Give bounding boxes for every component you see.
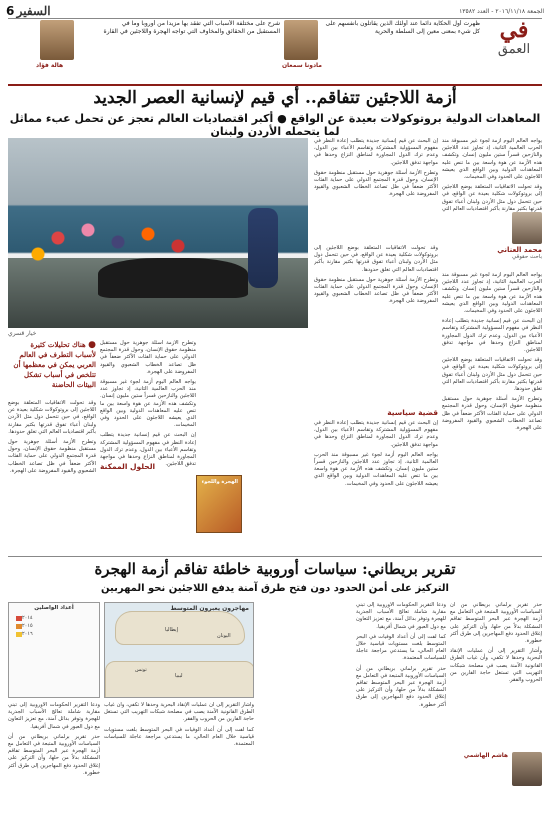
article-paragraph: يواجه العالم اليوم أزمة لجوء غير مسبوقة منذ الحرب العالمية الثانية، إذ تجاوز عدد اللاجئين والنازحين قسراً ستين مليون إنسان. وتكشف هذه الأزمة عن هوة واسعة بين ما تنص عليه المعاهدات الدولية وبين الواقع الذي يعيشه اللاجئون على الحدود وفي المخيمات.	[442, 272, 542, 315]
report-column	[356, 602, 446, 817]
report-paragraph: ودعا التقرير الحكومات الأوروبية إلى تبني مقاربة شاملة تعالج الأسباب الجذرية للهجرة وتوفر بدائل آمنة، مع تعزيز التعاون مع دول العبور في شمال أفريقيا.	[8, 702, 100, 730]
map-label: ليبيا	[175, 673, 183, 679]
article-column	[314, 420, 438, 552]
article-column	[8, 400, 96, 552]
report-author-photo	[512, 752, 542, 786]
photo-crowd	[18, 198, 218, 278]
map-europe	[115, 611, 245, 645]
map-africa	[105, 661, 254, 698]
article-paragraph: وقد تحولت الاتفاقيات المتعلقة بوضع اللاجئين إلى بروتوكولات شكلية بعيدة عن الواقع، في حين تتحمل دول مثل الأردن ولبنان أعباء تفوق قدرتها بكثير مقارنة بأكبر اقتصاديات العالم التي تغلق حدودها.	[8, 400, 96, 435]
report-subhead: التركيز على أمن الحدود دون فتح طرق آمنة يدفع اللاجئين نحو المهربين	[101, 583, 449, 594]
article-paragraph: إن البحث عن قيم إنسانية جديدة يتطلب إعادة النظر في مفهوم المسؤولية المشتركة وتقاسم الأعباء بين الدول، وعدم ترك الدول المجاورة لمناطق النزاع وحدها في مواجهة تدفق اللاجئين.	[314, 138, 438, 166]
legend-swatch	[16, 616, 22, 621]
teaser-author-photo	[40, 20, 74, 60]
map-label: تونس	[135, 667, 147, 673]
legend-label: ٢٠١٥	[22, 623, 33, 629]
article-column	[100, 340, 196, 552]
article-column	[442, 272, 542, 552]
report-column	[104, 702, 254, 817]
report-headline: تقرير بريطاني: سياسات أوروبية خاطئة تفاقم أزمة الهجرة	[94, 560, 456, 578]
report-paragraph: حذر تقرير برلماني بريطاني من أن السياسات الأوروبية المتبعة في التعامل مع أزمة الهجرة عبر البحر المتوسط تفاقم المشكلة بدلاً من حلها، وأن التركيز على إغلاق الحدود دفع المهاجرين إلى طرق أكثر خطورة.	[450, 602, 542, 645]
article-paragraph: وتطرح الأزمة أسئلة جوهرية حول مستقبل منظومة حقوق الإنسان، وحول قدرة المجتمع الدولي على حماية الفئات الأكثر ضعفاً في ظل تصاعد الخطاب الشعبوي والقيود المفروضة على الهجرة.	[442, 396, 542, 432]
legend-item	[9, 623, 99, 629]
refugees-photo	[8, 138, 308, 328]
legend-item	[9, 631, 99, 637]
section-label	[486, 18, 542, 82]
report-paragraph: حذر تقرير برلماني بريطاني من أن السياسات الأوروبية المتبعة في التعامل مع أزمة الهجرة عبر البحر المتوسط تفاقم المشكلة بدلاً من حلها، وأن التركيز على إغلاق الحدود دفع المهاجرين إلى طرق أكثر خطورة.	[8, 733, 100, 776]
article-paragraph: وتطرح الأزمة أسئلة جوهرية حول مستقبل منظومة حقوق الإنسان، وحول قدرة المجتمع الدولي على حماية الفئات الأكثر ضعفاً في ظل تصاعد الخطاب الشعبوي والقيود المفروضة على الهجرة.	[100, 340, 196, 375]
arrivals-legend	[8, 602, 100, 698]
legend-label: ٢٠١٤	[22, 615, 33, 621]
main-subhead: المعاهدات الدولية بروتوكولات بعيدة عن الواقع ● أكبر اقتصاديات العالم تعجز عن تحمل عبء مماثل لما يتحمله الأردن ولبنان	[9, 112, 541, 138]
teaser-author-photo	[284, 20, 318, 60]
article-paragraph: وقد تحولت الاتفاقيات المتعلقة بوضع اللاجئين إلى بروتوكولات شكلية بعيدة عن الواقع، في حين تتحمل دول مثل الأردن ولبنان أعباء تفوق قدرتها بكثير مقارنة بأكبر اقتصاديات العالم التي	[442, 184, 542, 212]
article-column	[314, 138, 438, 238]
masthead-rule	[8, 18, 542, 19]
report-paragraph: حذر تقرير برلماني بريطاني من أن السياسات الأوروبية المتبعة في التعامل مع أزمة الهجرة عبر البحر المتوسط تفاقم المشكلة بدلاً من حلها، وأن التركيز على إغلاق الحدود دفع المهاجرين إلى طرق أكثر خطورة.	[356, 665, 446, 708]
map-title: مهاجرون يعبرون المتوسط	[170, 605, 249, 612]
article-paragraph: وتطرح الأزمة أسئلة جوهرية حول مستقبل منظومة حقوق الإنسان، وحول قدرة المجتمع الدولي على حماية الفئات الأكثر ضعفاً في ظل تصاعد الخطاب الشعبوي والقيود المفروضة على الهجرة.	[314, 169, 438, 198]
article-paragraph: يواجه العالم اليوم أزمة لجوء غير مسبوقة منذ الحرب العالمية الثانية، إذ تجاوز عدد اللاجئين والنازحين قسراً ستين مليون إنسان. وتكشف هذه الأزمة عن هوة واسعة بين ما تنص عليه المعاهدات الدولية وبين الواقع الذي يعيشه اللاجئون على الحدود وفي المخيمات.	[314, 451, 438, 487]
article-paragraph: إن البحث عن قيم إنسانية جديدة يتطلب إعادة النظر في مفهوم المسؤولية المشتركة وتقاسم الأعباء بين الدول، وعدم ترك الدول المجاورة لمناطق النزاع وحدها في مواجهة تدفق اللاجئين.	[100, 432, 196, 468]
legend-label: ٢٠١٦	[22, 631, 33, 637]
article-paragraph: إن البحث عن قيم إنسانية جديدة يتطلب إعادة النظر في مفهوم المسؤولية المشتركة وتقاسم الأعباء بين الدول، وعدم ترك الدول المجاورة لمناطق النزاع وحدها في مواجهة تدفق اللاجئين.	[442, 318, 542, 354]
author-card	[456, 242, 542, 270]
subsection-heading: قضية سياسية	[387, 408, 438, 417]
teaser-author-name: هالة فؤاد	[36, 62, 64, 69]
teaser-text: ظهرت أول الحكاية دائماً عند أولئك الذين يقاتلون بأنفسهم على كل شيء بمعنى معين إلى السلطة والحرية	[325, 20, 480, 35]
photo-figure	[248, 208, 278, 288]
legend-swatch	[16, 624, 22, 629]
photo-caption: خيار قسري	[8, 330, 37, 337]
pull-quote-text: هناك تحليلات كثيرة لأسباب التطرف في العالم العربي يمكن في معظمها أن تتلخص في أسباب تشكل البيئات الحاضنة	[13, 340, 96, 389]
map-label: إيطاليا	[165, 627, 178, 633]
issue-line: الجمعة ٢٠١٦/١١/١٨ - العدد ١٣٥٨٢	[459, 7, 544, 15]
report-paragraph: وأشار التقرير إلى أن عمليات الإنقاذ البحرية وحدها لا تكفي، وأن غياب الطرق القانونية الآمنة يصب في مصلحة شبكات التهريب التي تستغل حاجة الفارين من الحروب والفقر.	[450, 648, 542, 684]
report-paragraph: كما لفت إلى أن أعداد الوفيات في البحر المتوسط بلغت مستويات قياسية خلال العام الحالي، ما يستدعي مراجعة عاجلة للسياسات المعتمدة.	[356, 633, 446, 662]
book-title: الهجرة واللجوء	[201, 479, 238, 485]
migration-map	[104, 602, 254, 698]
book-cover-inset	[196, 475, 242, 533]
article-column	[314, 245, 438, 405]
article-paragraph: وتطرح الأزمة أسئلة جوهرية حول مستقبل منظومة حقوق الإنسان، وحول قدرة المجتمع الدولي على حماية الفئات الأكثر ضعفاً في ظل تصاعد الخطاب الشعبوي والقيود المفروضة على الهجرة.	[314, 276, 438, 305]
masthead	[6, 4, 544, 18]
legend-swatch	[16, 632, 22, 637]
article-paragraph: يواجه العالم اليوم أزمة لجوء غير مسبوقة منذ الحرب العالمية الثانية، إذ تجاوز عدد اللاجئين والنازحين قسراً ستين مليون إنسان. وتكشف هذه الأزمة عن هوة واسعة بين ما تنص عليه المعاهدات الدولية وبين الواقع الذي يعيشه اللاجئون على الحدود وفي المخيمات.	[442, 138, 542, 181]
report-author-name: هاشم الهاشمي	[463, 753, 508, 759]
page-number: 6	[6, 4, 15, 18]
map-label: اليونان	[217, 633, 231, 639]
article-paragraph: وقد تحولت الاتفاقيات المتعلقة بوضع اللاجئين إلى بروتوكولات شكلية بعيدة عن الواقع، في حين تتحمل دول مثل الأردن ولبنان أعباء تفوق قدرتها بكثير مقارنة بأكبر اقتصاديات العالم التي تغلق حدودها.	[314, 245, 438, 273]
section-rule	[8, 556, 542, 557]
teaser-text: شرح على مختلفة الأسباب التي تفقد بها مزيداً من أوروبا وما في المستقبل من الحقائق والمخاوف التي تواجه الهجرة واللاجئين في القارة	[103, 20, 280, 35]
report-paragraph: وأشار التقرير إلى أن عمليات الإنقاذ البحرية وحدها لا تكفي، وأن غياب الطرق القانونية الآمنة يصب في مصلحة شبكات التهريب التي تستغل حاجة الفارين من الحروب والفقر.	[104, 702, 254, 723]
section-title: في	[499, 17, 529, 43]
author-photo	[512, 212, 542, 244]
author-name: محمد العناني	[497, 246, 542, 254]
teaser-author-name: مادونا سمعان	[281, 62, 322, 69]
paper-name: السفير	[16, 4, 51, 18]
article-paragraph: يواجه العالم اليوم أزمة لجوء غير مسبوقة منذ الحرب العالمية الثانية، إذ تجاوز عدد اللاجئين والنازحين قسراً ستين مليون إنسان. وتكشف هذه الأزمة عن هوة واسعة بين ما تنص عليه المعاهدات الدولية وبين الواقع الذي يعيشه اللاجئون على الحدود وفي المخيمات.	[100, 379, 196, 429]
article-paragraph: إن البحث عن قيم إنسانية جديدة يتطلب إعادة النظر في مفهوم المسؤولية المشتركة وتقاسم الأعباء بين الدول، وعدم ترك الدول المجاورة لمناطق النزاع وحدها في مواجهة تدفق اللاجئين.	[314, 420, 438, 448]
article-paragraph: وقد تحولت الاتفاقيات المتعلقة بوضع اللاجئين إلى بروتوكولات شكلية بعيدة عن الواقع، في حين تتحمل دول مثل الأردن ولبنان أعباء تفوق قدرتها بكثير مقارنة بأكبر اقتصاديات العالم التي تغلق حدودها.	[442, 357, 542, 393]
author-role: باحث حقوقي	[512, 254, 542, 260]
section-subtitle: العمق	[497, 42, 531, 57]
subsection-heading: الحلول الممكنة	[100, 462, 156, 471]
report-paragraph: ودعا التقرير الحكومات الأوروبية إلى تبني مقاربة شاملة تعالج الأسباب الجذرية للهجرة وتوفر بدائل آمنة، مع تعزيز التعاون مع دول العبور في شمال أفريقيا.	[356, 602, 446, 630]
legend-item	[9, 615, 99, 621]
pull-quote	[8, 340, 96, 392]
report-column	[450, 602, 542, 747]
quote-icon: ●	[88, 340, 96, 350]
legend-title: أعداد الواصلين	[34, 605, 74, 611]
report-paragraph: كما لفت إلى أن أعداد الوفيات في البحر المتوسط بلغت مستويات قياسية خلال العام الحالي، ما يستدعي مراجعة عاجلة للسياسات المعتمدة.	[104, 726, 254, 748]
header-rule	[8, 84, 542, 86]
article-paragraph: وتطرح الأزمة أسئلة جوهرية حول مستقبل منظومة حقوق الإنسان، وحول قدرة المجتمع الدولي على حماية الفئات الأكثر ضعفاً في ظل تصاعد الخطاب الشعبوي والقيود المفروضة على الهجرة.	[8, 439, 96, 474]
main-headline: أزمة اللاجئين تتفاقم.. أي قيم لإنسانية العصر الجديد	[93, 88, 457, 108]
report-column	[8, 702, 100, 817]
